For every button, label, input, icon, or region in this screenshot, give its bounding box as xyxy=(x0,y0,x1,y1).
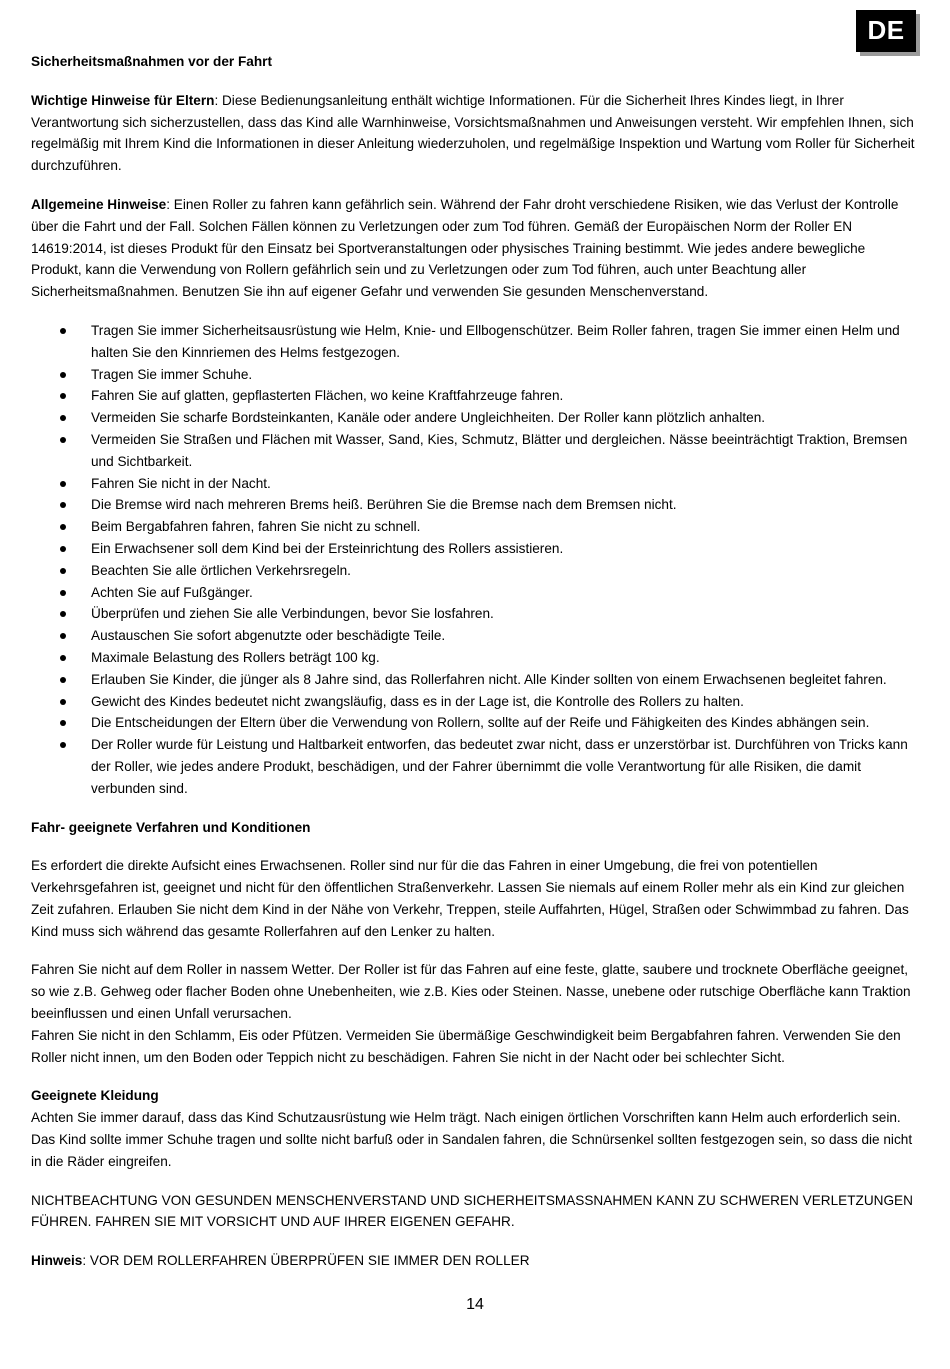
safety-bullet-list xyxy=(31,320,919,800)
list-item xyxy=(31,603,919,625)
bullet-icon xyxy=(60,328,66,334)
bullet-icon xyxy=(60,699,66,705)
list-item xyxy=(31,560,919,582)
list-item xyxy=(31,320,919,364)
list-item xyxy=(31,669,919,691)
list-item-text: Austauschen Sie sofort abgenutzte oder beschädigte Teile. xyxy=(91,628,446,644)
section-heading-safety: Sicherheitsmaßnahmen vor der Fahrt xyxy=(31,54,272,69)
language-badge: DE xyxy=(856,10,916,52)
bullet-icon xyxy=(60,590,66,596)
list-item-text: Der Roller wurde für Leistung und Haltbarkeit entworfen, das bedeutet zwar nicht, dass er unzerstörbar ist. Durchführen von Tricks kann der Roller, wie jedes andere Produkt, beschädigen, und der Fahrer übernimmt die volle Verantwortung für alle Risiken, die damit verbunden sind. xyxy=(91,737,908,796)
general-notes-lead: Allgemeine Hinweise xyxy=(31,196,167,212)
bullet-icon xyxy=(60,633,66,639)
note-lead: Hinweis xyxy=(31,1253,83,1269)
bullet-icon xyxy=(60,546,66,552)
bullet-icon xyxy=(60,720,66,726)
note-paragraph xyxy=(31,1250,919,1272)
section-heading-riding-conditions: Fahr- geeignete Verfahren und Konditionen xyxy=(31,819,311,835)
paragraph-parent-notes xyxy=(31,90,919,177)
bullet-icon xyxy=(60,415,66,421)
bullet-icon xyxy=(60,502,66,508)
list-item xyxy=(31,429,919,473)
list-item-text: Überprüfen und ziehen Sie alle Verbindungen, bevor Sie losfahren. xyxy=(91,606,494,622)
list-item-text: Maximale Belastung des Rollers beträgt 100 kg. xyxy=(91,649,380,665)
bullet-icon xyxy=(60,481,66,487)
paragraph-mud-ice: Fahren Sie nicht in den Schlamm, Eis oder Pfützen. Vermeiden Sie übermäßige Geschwindigkeit beim Bergabfahren fahren. Verwenden Sie den Roller nicht innen, um den Boden oder Teppich nicht zu beschädigen. Fahren Sie nicht in der Nacht oder bei schlechter Sicht. xyxy=(31,1027,901,1065)
list-item-text: Die Entscheidungen der Eltern über die Verwendung von Rollern, sollte auf der Reife und Fähigkeiten des Kindes abhängen sein. xyxy=(91,715,870,731)
list-item xyxy=(31,625,919,647)
bullet-icon xyxy=(60,524,66,530)
parent-notes-text: : Diese Bedienungsanleitung enthält wichtige Informationen. Für die Sicherheit Ihres Kindes liegt, in Ihrer Verantwortung sich sicherzustellen, dass das Kind alle Warnhinweise, Vorsichtsmaßnahmen und Anweisungen versteht. Wir empfehlen Ihnen, sich regelmäßig mit Ihrem Kind die Informationen in dieser Anleitung wiederzuholen, und regelmäßige Inspektion und Wartung vom Roller für Sicherheit durchzuführen. xyxy=(31,92,915,174)
list-item-text: Achten Sie auf Fußgänger. xyxy=(91,584,253,600)
list-item xyxy=(31,582,919,604)
bullet-icon xyxy=(60,372,66,378)
note-text: : VOR DEM ROLLERFAHREN ÜBERPRÜFEN SIE IMMER DEN ROLLER xyxy=(82,1253,530,1269)
list-item xyxy=(31,538,919,560)
bullet-icon xyxy=(60,677,66,683)
section-heading-clothing: Geeignete Kleidung xyxy=(31,1088,159,1104)
bullet-icon xyxy=(60,437,66,443)
list-item xyxy=(31,494,919,516)
list-item xyxy=(31,385,919,407)
bullet-icon xyxy=(60,393,66,399)
page-number: 14 xyxy=(466,1296,484,1313)
list-item-text: Erlauben Sie Kinder, die jünger als 8 Jahre sind, das Rollerfahren nicht. Alle Kinder sollten von einem Erwachsenen begleitet fahren. xyxy=(91,671,887,687)
paragraph-wet-weather: Fahren Sie nicht auf dem Roller in nassem Wetter. Der Roller ist für das Fahren auf eine feste, glatte, saubere und trocknete Oberfläche geeignet, so wie z.B. Gehweg oder flacher Boden ohne Unebenheiten, wie z.B. Kies oder Steinen. Nasse, unebene oder rutschige Oberfläche kann Traktion beeinflussen und einen Unfall verursachen. xyxy=(31,962,911,1022)
list-item xyxy=(31,647,919,669)
bullet-icon xyxy=(60,611,66,617)
document-page xyxy=(31,51,919,1289)
list-item-text: Vermeiden Sie scharfe Bordsteinkanten, Kanäle oder andere Ungleichheiten. Der Roller kann plötzlich anhalten. xyxy=(91,410,766,426)
bullet-icon xyxy=(60,568,66,574)
list-item xyxy=(31,473,919,495)
list-item xyxy=(31,712,919,734)
list-item xyxy=(31,407,919,429)
list-item-text: Beachten Sie alle örtlichen Verkehrsregeln. xyxy=(91,562,351,578)
list-item xyxy=(31,691,919,713)
list-item xyxy=(31,516,919,538)
list-item-text: Gewicht des Kindes bedeutet nicht zwangsläufig, dass es in der Lage ist, die Kontrolle des Rollers zu halten. xyxy=(91,693,744,709)
list-item-text: Fahren Sie nicht in der Nacht. xyxy=(91,475,271,491)
bullet-icon xyxy=(60,742,66,748)
paragraph-clothing: Achten Sie immer darauf, dass das Kind Schutzausrüstung wie Helm trägt. Nach einigen örtlichen Vorschriften kann Helm auch erforderlich sein. Das Kind sollte immer Schuhe tragen und sollte nicht barfuß oder in Sandalen fahren, die Schnürsenkel sollten festgezogen sein, so dass die nicht in die Räder eingreifen. xyxy=(31,1110,913,1169)
list-item xyxy=(31,364,919,386)
warning-text: NICHTBEACHTUNG VON GESUNDEN MENSCHENVERSTAND UND SICHERHEITSMASSNAHMEN KANN ZU SCHWEREN VERLETZUNGEN FÜHREN. FAHREN SIE MIT VORSICHT UND AUF IHRER EIGENEN GEFAHR. xyxy=(31,1192,913,1230)
bullet-icon xyxy=(60,655,66,661)
list-item-text: Die Bremse wird nach mehreren Brems heiß. Berühren Sie die Bremse nach dem Bremsen nicht. xyxy=(91,497,677,513)
list-item-text: Vermeiden Sie Straßen und Flächen mit Wasser, Sand, Kies, Schmutz, Blätter und dergleichen. Nässe beeinträchtigt Traktion, Bremsen und Sichtbarkeit. xyxy=(91,431,908,469)
parent-notes-lead: Wichtige Hinweise für Eltern xyxy=(31,92,215,108)
paragraph-general-notes xyxy=(31,194,919,303)
list-item xyxy=(31,734,919,799)
list-item-text: Beim Bergabfahren fahren, fahren Sie nicht zu schnell. xyxy=(91,519,421,535)
list-item-text: Ein Erwachsener soll dem Kind bei der Ersteinrichtung des Rollers assistieren. xyxy=(91,540,564,556)
paragraph-supervision: Es erfordert die direkte Aufsicht eines Erwachsenen. Roller sind nur für die das Fahren in einer Umgebung, die frei von potentiellen Verkehrsgefahren ist, geeignet und nicht für den öffentlichen Straßenverkehr. Lassen Sie niemals auf einem Roller mehr als ein Kind zur gleichen Zeit zufahren. Erlauben Sie nicht dem Kind in der Nähe von Verkehr, Treppen, steile Auffahrten, Hügel, Straßen oder Schwimmbad zu fahren. Das Kind muss sich während das gesamte Rollerfahren auf den Lenker zu halten. xyxy=(31,858,909,939)
list-item-text: Tragen Sie immer Schuhe. xyxy=(91,366,253,382)
general-notes-text: : Einen Roller zu fahren kann gefährlich sein. Während der Fahr droht verschiedene Risiken, wie das Verlust der Kontrolle über die Fahrt und der Fall. Solchen Fällen können zu Verletzungen oder zum Tod führen. Gemäß der Europäischen Norm der Roller EN 14619:2014, ist dieses Produkt für den Einsatz bei Sportveranstaltungen oder physisches Training bestimmt. Wie jedes andere bewegliche Produkt, kann die Verwendung von Rollern gefährlich sein und zu Verletzungen oder zum Tod führen, auch unter Beachtung aller Sicherheitsmaßnahmen. Benutzen Sie ihn auf eigener Gefahr und verwenden Sie gesunden Menschenverstand. xyxy=(31,196,899,300)
list-item-text: Tragen Sie immer Sicherheitsausrüstung wie Helm, Knie- und Ellbogenschützer. Beim Roller fahren, tragen Sie immer einen Helm und halten Sie den Kinnriemen des Helms festgezogen. xyxy=(91,322,900,360)
list-item-text: Fahren Sie auf glatten, gepflasterten Flächen, wo keine Kraftfahrzeuge fahren. xyxy=(91,388,564,404)
